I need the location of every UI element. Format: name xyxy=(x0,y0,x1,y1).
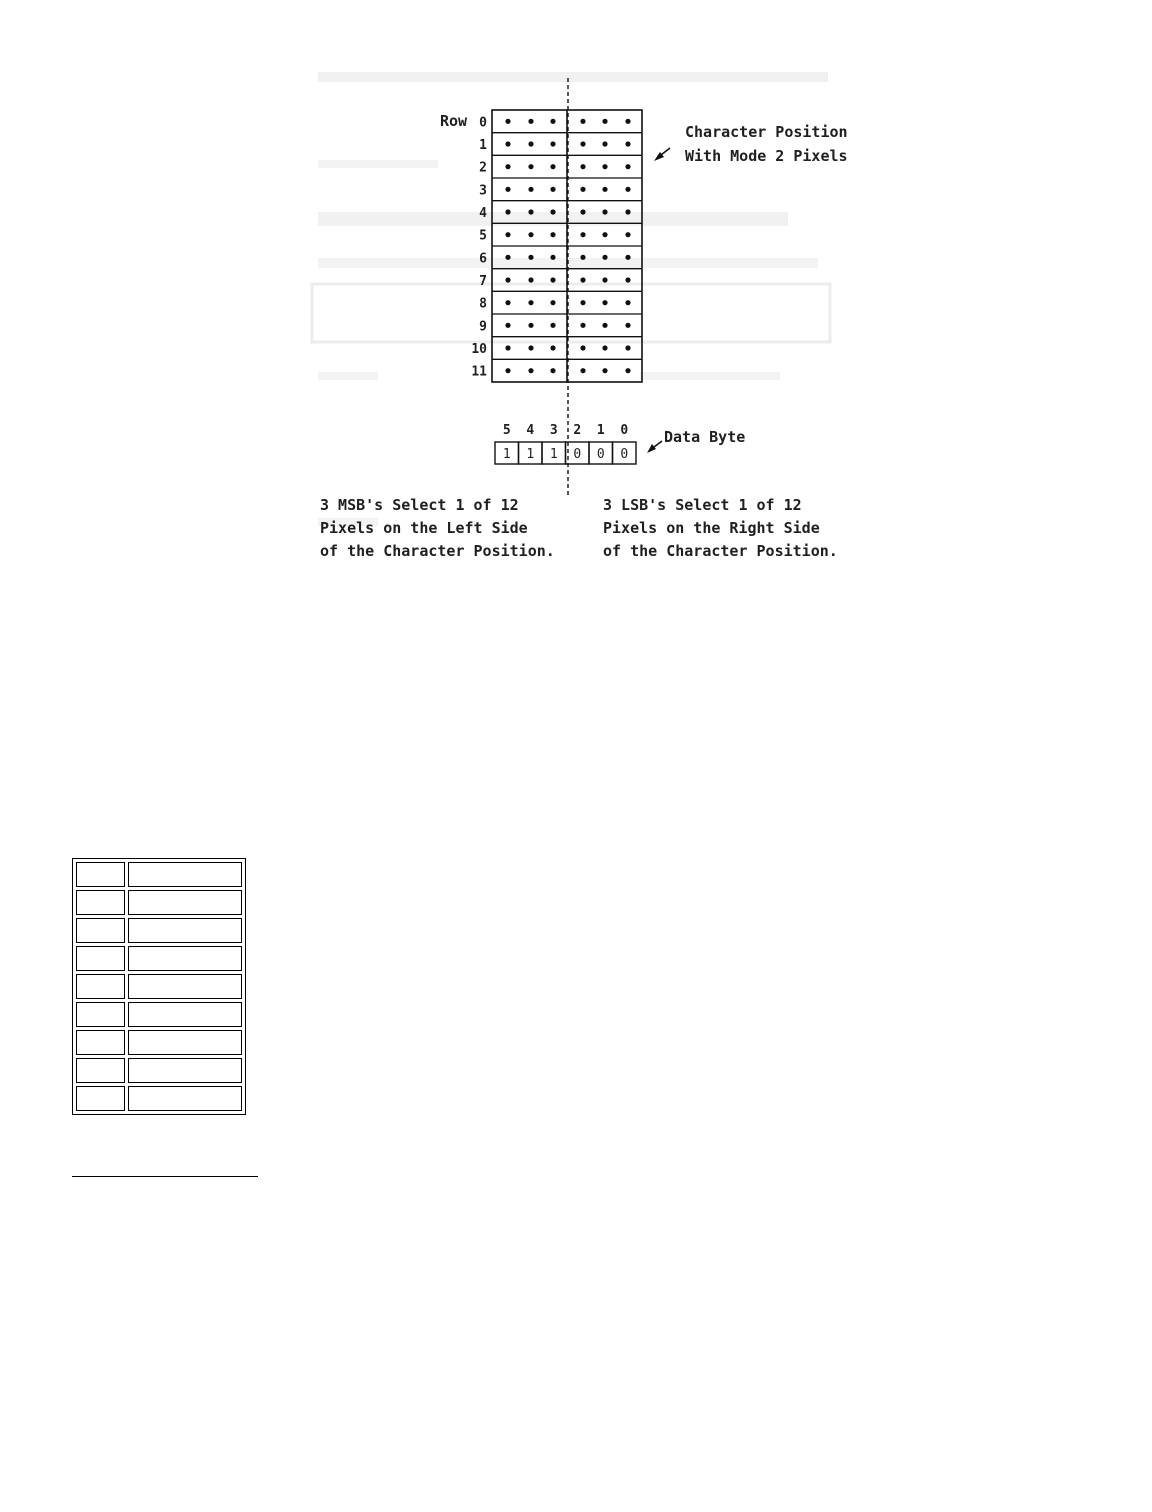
left-caption-line1: 3 MSB's Select 1 of 12 xyxy=(320,496,519,514)
pixel-dot xyxy=(625,164,630,169)
pixel-dot xyxy=(505,141,510,146)
table-cell xyxy=(128,1002,242,1027)
pixel-dot xyxy=(580,368,585,373)
table-cell xyxy=(76,918,125,943)
pixel-dot xyxy=(580,119,585,124)
table-cell xyxy=(76,890,125,915)
pixel-dot xyxy=(550,277,555,282)
pixel-dot xyxy=(602,277,607,282)
pixel-dot xyxy=(625,187,630,192)
pixel-dot xyxy=(602,345,607,350)
pixel-dot xyxy=(602,209,607,214)
pixel-dot xyxy=(550,368,555,373)
pixel-dot xyxy=(625,209,630,214)
pixel-dot xyxy=(625,119,630,124)
row-number-label: 9 xyxy=(479,319,487,335)
table-row xyxy=(76,1030,242,1055)
pixel-dot xyxy=(505,164,510,169)
byte-cell-value: 0 xyxy=(620,447,629,462)
pixel-dot xyxy=(505,255,510,260)
pixel-dot xyxy=(505,323,510,328)
row-number-label: 10 xyxy=(471,342,487,357)
right-caption-line1: 3 LSB's Select 1 of 12 xyxy=(603,496,802,514)
left-caption-line3: of the Character Position. xyxy=(320,542,555,560)
pixel-dot xyxy=(528,209,533,214)
bit-number-labels xyxy=(503,423,629,438)
table-cell xyxy=(128,1086,242,1111)
mode2-pixel-figure xyxy=(0,0,1152,600)
pixel-dot xyxy=(580,345,585,350)
pixel-dot xyxy=(602,141,607,146)
pixel-dot xyxy=(528,141,533,146)
table-cell xyxy=(76,946,125,971)
row-number-label: 3 xyxy=(479,183,487,199)
row-number-label: 11 xyxy=(471,364,487,380)
pixel-dot xyxy=(602,323,607,328)
pixel-dot xyxy=(550,323,555,328)
bit-number: 5 xyxy=(502,423,511,438)
pixel-dot xyxy=(580,141,585,146)
pixel-dot xyxy=(580,300,585,305)
pixel-dot xyxy=(550,119,555,124)
pixel-dot xyxy=(550,232,555,237)
pixel-dot xyxy=(550,209,555,214)
table-row xyxy=(76,1086,242,1111)
table-cell xyxy=(76,974,125,999)
footnote-separator xyxy=(72,1176,258,1177)
pixel-dot xyxy=(550,300,555,305)
pixel-dot xyxy=(602,368,607,373)
pixel-dot xyxy=(625,323,630,328)
pixel-dot xyxy=(580,232,585,237)
pixel-dot xyxy=(528,164,533,169)
arrow-icon xyxy=(654,148,670,161)
row-number-label: 2 xyxy=(479,160,487,176)
empty-table xyxy=(72,858,246,1115)
pixel-dot xyxy=(625,232,630,237)
row-number-label: 8 xyxy=(479,296,487,312)
table-row xyxy=(76,974,242,999)
pixel-dot xyxy=(505,277,510,282)
pixel-dot xyxy=(580,187,585,192)
table-row xyxy=(76,1002,242,1027)
row-number-label: 5 xyxy=(479,228,487,244)
pixel-dot xyxy=(550,345,555,350)
pixel-dot xyxy=(528,232,533,237)
row-number-label: 4 xyxy=(479,206,487,221)
bit-number: 1 xyxy=(596,423,605,438)
pixel-dot xyxy=(505,187,510,192)
pixel-dot xyxy=(528,255,533,260)
pixel-dot xyxy=(580,323,585,328)
pixel-dot xyxy=(625,255,630,260)
row-number-label: 6 xyxy=(479,251,487,267)
pixel-dot xyxy=(550,187,555,192)
table-cell xyxy=(128,1058,242,1083)
right-caption-line3: of the Character Position. xyxy=(603,542,838,560)
pixel-dot xyxy=(528,119,533,124)
character-position-label-line1: Character Position xyxy=(685,123,848,141)
pixel-dot xyxy=(550,255,555,260)
pixel-dot xyxy=(528,300,533,305)
table-row xyxy=(76,946,242,971)
table-cell xyxy=(128,890,242,915)
table-row xyxy=(76,918,242,943)
byte-cell-value: 1 xyxy=(549,447,558,462)
row-number-label: 0 xyxy=(479,115,487,131)
table-cell xyxy=(128,974,242,999)
pixel-dot xyxy=(528,368,533,373)
pixel-dot xyxy=(602,300,607,305)
byte-cell-value: 0 xyxy=(596,447,605,462)
pixel-dot xyxy=(625,300,630,305)
pixel-dot xyxy=(580,164,585,169)
bit-number: 0 xyxy=(620,423,629,438)
table-cell xyxy=(76,1002,125,1027)
byte-cell-value: 1 xyxy=(526,447,535,462)
empty-table-body xyxy=(76,862,242,1111)
pixel-dot xyxy=(505,345,510,350)
bit-number: 3 xyxy=(549,423,558,438)
pixel-dot xyxy=(602,187,607,192)
table-cell xyxy=(76,1086,125,1111)
pixel-dot xyxy=(505,232,510,237)
pixel-dot xyxy=(505,300,510,305)
pixel-dot xyxy=(528,277,533,282)
table-row xyxy=(76,890,242,915)
row-number-label: 1 xyxy=(479,138,487,153)
pixel-dot xyxy=(505,368,510,373)
pixel-dot xyxy=(625,345,630,350)
pixel-dot xyxy=(625,368,630,373)
row-number-labels xyxy=(471,115,487,379)
pixel-dot xyxy=(505,209,510,214)
pixel-dot xyxy=(625,141,630,146)
pixel-dot xyxy=(580,277,585,282)
table-cell xyxy=(128,946,242,971)
character-position-label-line2: With Mode 2 Pixels xyxy=(685,147,848,165)
bit-number: 4 xyxy=(526,423,535,438)
row-header: Row xyxy=(440,112,468,130)
table-row xyxy=(76,862,242,887)
right-caption-line2: Pixels on the Right Side xyxy=(603,519,820,537)
pixel-dot xyxy=(602,164,607,169)
table-cell xyxy=(76,862,125,887)
pixel-dot xyxy=(528,187,533,192)
table-cell xyxy=(128,918,242,943)
pixel-dot xyxy=(550,141,555,146)
table-cell xyxy=(128,862,242,887)
pixel-dot xyxy=(602,232,607,237)
pixel-dot xyxy=(528,323,533,328)
pixel-dot xyxy=(505,119,510,124)
left-caption-line2: Pixels on the Left Side xyxy=(320,519,528,537)
bit-number: 2 xyxy=(573,423,582,438)
data-byte-cells xyxy=(495,442,636,464)
table-cell xyxy=(76,1058,125,1083)
table-cell xyxy=(76,1030,125,1055)
table-cell xyxy=(128,1030,242,1055)
byte-cell-value: 0 xyxy=(573,447,582,462)
byte-cell-value: 1 xyxy=(502,447,511,462)
pixel-dot xyxy=(580,209,585,214)
table-row xyxy=(76,1058,242,1083)
pixel-dot xyxy=(580,255,585,260)
pixel-dot xyxy=(550,164,555,169)
data-byte-label: Data Byte xyxy=(664,428,746,446)
pixel-dot xyxy=(625,277,630,282)
arrow-icon xyxy=(647,441,662,453)
row-number-label: 7 xyxy=(479,274,487,289)
pixel-dot xyxy=(602,119,607,124)
pixel-dot xyxy=(602,255,607,260)
pixel-dot xyxy=(528,345,533,350)
